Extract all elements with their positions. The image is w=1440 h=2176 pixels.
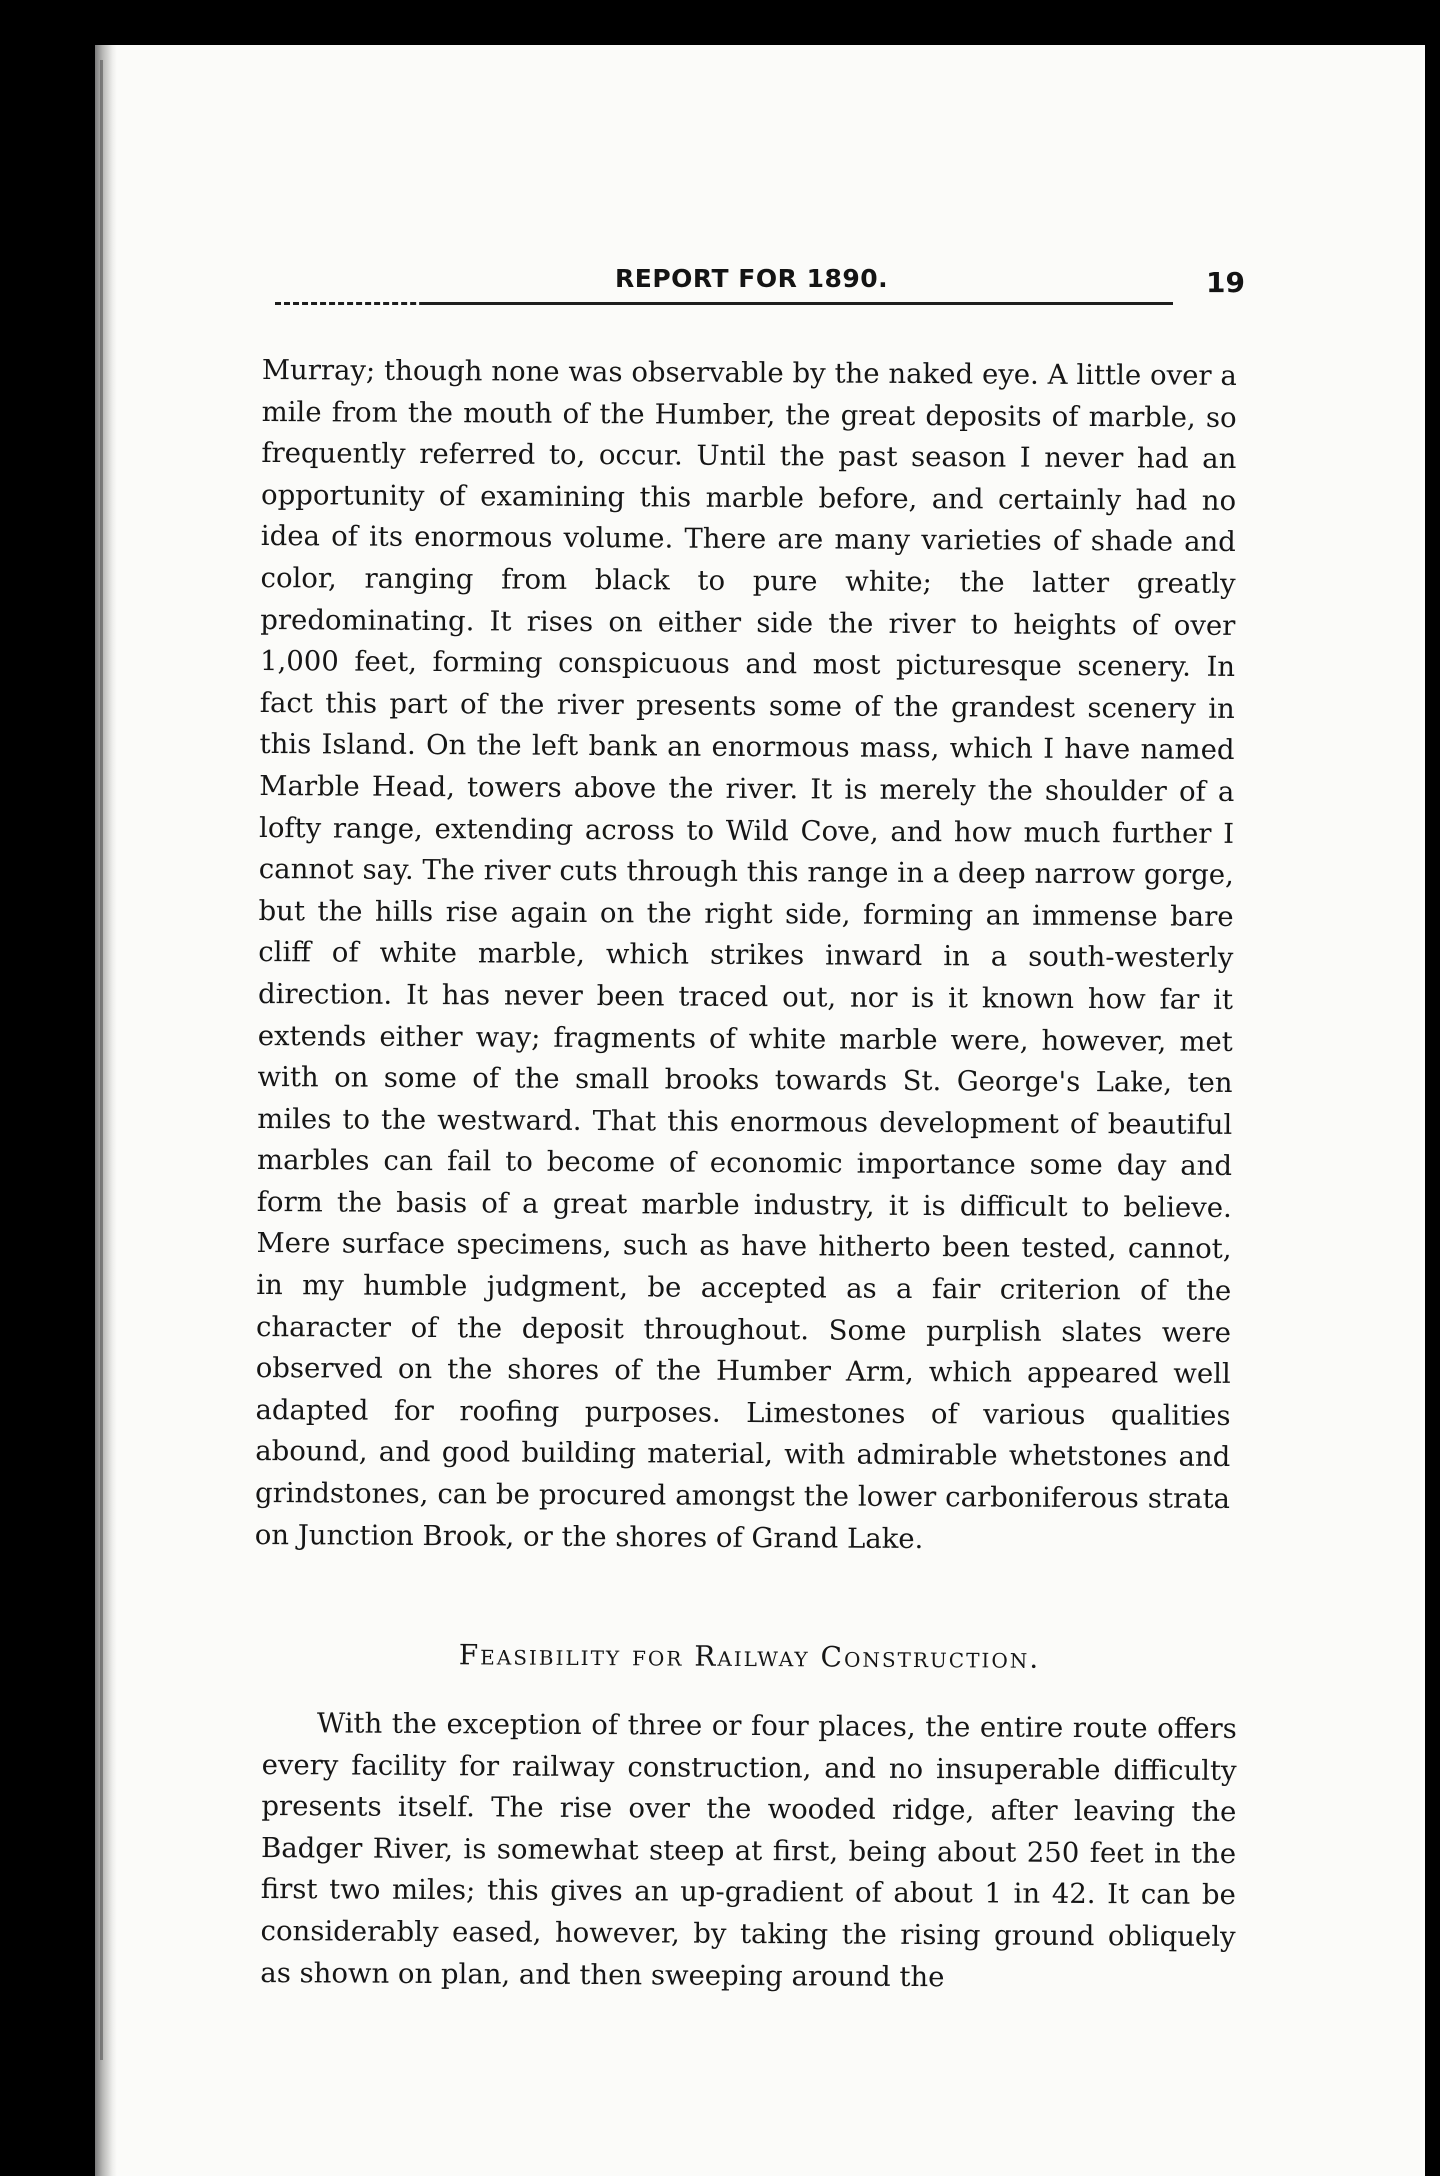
- header-rule: [425, 302, 1173, 305]
- body-paragraph: With the exception of three or four places, the entire route offers every facility for railway construction, and no insuperable difficulty presents itself. The rise over the wooded ridge, after leaving the Badger River, is somewhat steep at first, being about 250 feet in the first two miles; this gives an up-gradient of about 1 in 42. It can be considerably eased, however, by taking the rising ground obliquely as shown on plan, and then sweeping around the: [260, 1707, 1237, 1993]
- running-header: [275, 262, 1245, 310]
- section-heading: Feasibility for Railway Construction.: [458, 1638, 1041, 1675]
- binding-gutter-shadow: [95, 45, 117, 2176]
- page-number: 19: [1206, 266, 1245, 299]
- page-edge-line: [100, 60, 103, 2060]
- header-title: REPORT FOR 1890.: [615, 264, 889, 293]
- body-paragraph: Murray; though none was observable by the naked eye. A little over a mile from the mouth of the Humber, the great deposits of marble, so frequently referred to, occur. Until the past season I never had an opportunity of examining this marble before, and certainly had no idea of its enormous volume. There are many varieties of shade and color, ranging from black to pure white; the latter greatly predominating. It rises on either side the river to heights of over 1,000 feet, forming conspicuous and most picturesque scenery. In fact this part of the river presents some of the grandest scenery in this Island. On the left bank an enormous mass, which I have named Marble Head, towers above the river. It is merely the shoulder of a lofty range, extending across to Wild Cove, and how much further I cannot say. The river cuts through this range in a deep narrow gorge, but the hills rise again on the right side, forming an immense bare cliff of white marble, which strikes inward in a south-westerly direction. It has never been traced out, nor is it known how far it extends either way; fragments of white marble were, however, met with on some of the small brooks towards St. George's Lake, ten miles to the westward. That this enormous development of beautiful marbles can fail to become of economic importance some day and form the basis of a great marble industry, it is difficult to believe. Mere surface specimens, such as have hitherto been tested, cannot, in my humble judgment, be accepted as a fair criterion of the character of the deposit throughout. Some purplish slates were observed on the shores of the Humber Arm, which appeared well adapted for roofing purposes. Limestones of various qualities abound, and good building material, with admirable whetstones and grindstones, can be procured amongst the lower carboniferous strata on Junction Brook, or the shores of Grand Lake.: [254, 353, 1237, 1555]
